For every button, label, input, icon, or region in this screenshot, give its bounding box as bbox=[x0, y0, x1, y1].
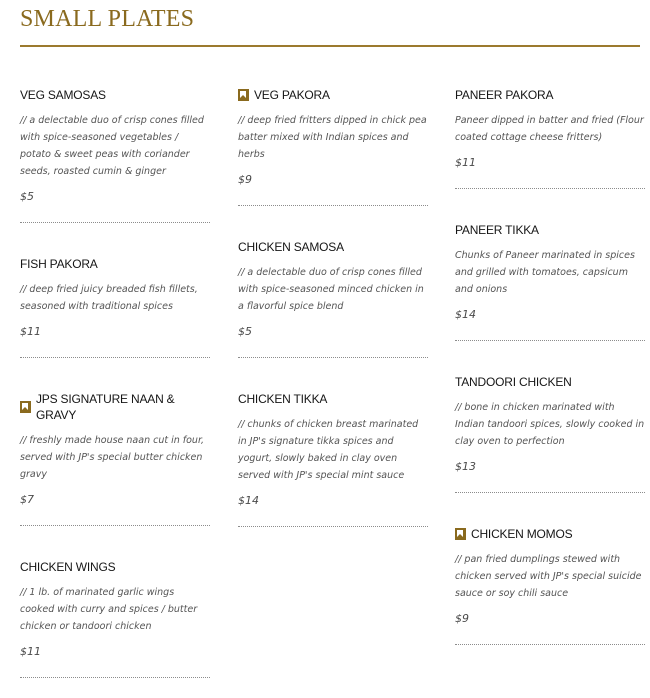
menu-item bbox=[455, 361, 645, 493]
menu-item-price: $13 bbox=[455, 460, 476, 473]
menu-item-name-text: PANEER PAKORA bbox=[455, 88, 554, 102]
menu-item-name-text: FISH PAKORA bbox=[20, 257, 98, 271]
menu-item bbox=[455, 74, 645, 189]
menu-item-price: $11 bbox=[455, 156, 476, 169]
section-title: SMALL PLATES bbox=[20, 6, 195, 32]
signature-badge-icon bbox=[455, 528, 466, 540]
menu-column-2 bbox=[238, 74, 428, 547]
menu-item bbox=[20, 74, 210, 223]
menu-item-description: // 1 lb. of marinated garlic wings cooked with curry and spices / butter chicken or tandoori chicken bbox=[20, 587, 198, 632]
title-divider bbox=[20, 45, 640, 47]
menu-item bbox=[20, 243, 210, 358]
menu-item bbox=[238, 74, 428, 206]
menu-item-price: $9 bbox=[238, 173, 252, 186]
menu-item-name bbox=[455, 526, 645, 542]
menu-item-name bbox=[238, 87, 428, 103]
signature-badge-icon bbox=[238, 89, 249, 101]
menu-item-name bbox=[20, 391, 210, 423]
menu-column-1 bbox=[20, 74, 210, 698]
menu-item-description: // bone in chicken marinated with Indian tandoori spices, slowly cooked in clay oven to perfection bbox=[455, 402, 645, 447]
menu-item-description: // pan fried dumplings stewed with chicken served with JP's special suicide sauce or soy chili sauce bbox=[455, 554, 642, 599]
menu-item-name bbox=[238, 391, 428, 407]
menu-item-name-text: CHICKEN SAMOSA bbox=[238, 240, 344, 254]
menu-item-price: $9 bbox=[455, 612, 469, 625]
menu-item-name bbox=[455, 374, 645, 390]
menu-item-name bbox=[238, 239, 428, 255]
menu-column-3 bbox=[455, 74, 645, 665]
menu-item-price: $5 bbox=[20, 190, 34, 203]
menu-item-description: // deep fried fritters dipped in chick pea batter mixed with Indian spices and herbs bbox=[238, 115, 427, 160]
menu-item-name-text: VEG PAKORA bbox=[254, 88, 330, 102]
menu-item-description: // freshly made house naan cut in four, served with JP's special butter chicken gravy bbox=[20, 435, 205, 480]
menu-item-description: // a delectable duo of crisp cones filled with spice-seasoned minced chicken in a flavorful spice blend bbox=[238, 267, 424, 312]
signature-badge-icon bbox=[20, 401, 31, 413]
menu-item-description: // chunks of chicken breast marinated in JP's signature tikka spices and yogurt, slowly baked in clay oven served with JP's special mint sauce bbox=[238, 419, 419, 481]
menu-item-name bbox=[455, 222, 645, 238]
menu-item-name bbox=[20, 87, 210, 103]
menu-item-description: Chunks of Paneer marinated in spices and grilled with tomatoes, capsicum and onions bbox=[455, 250, 635, 295]
menu-item-name-text: JPS SIGNATURE NAAN & GRAVY bbox=[36, 392, 175, 422]
menu-item-price: $11 bbox=[20, 645, 41, 658]
menu-item-name-text: CHICKEN TIKKA bbox=[238, 392, 328, 406]
menu-item-price: $7 bbox=[20, 493, 34, 506]
menu-item-description: // deep fried juicy breaded fish fillets, seasoned with traditional spices bbox=[20, 284, 198, 312]
menu-item-description: // a delectable duo of crisp cones filled with spice-seasoned vegetables / potato & sweet peas with coriander seeds, roasted cumin & ginger bbox=[20, 115, 204, 177]
menu-item-price: $11 bbox=[20, 325, 41, 338]
menu-item-name bbox=[20, 559, 210, 575]
menu-item bbox=[455, 209, 645, 341]
menu-item-name-text: PANEER TIKKA bbox=[455, 223, 539, 237]
menu-item-price: $14 bbox=[455, 308, 476, 321]
menu-item bbox=[20, 546, 210, 678]
menu-item-description: Paneer dipped in batter and fried (Flour coated cottage cheese fritters) bbox=[455, 115, 644, 143]
menu-item-name-text: VEG SAMOSAS bbox=[20, 88, 106, 102]
menu-item bbox=[238, 378, 428, 527]
menu-item-name-text: CHICKEN MOMOS bbox=[471, 527, 573, 541]
menu-item-name bbox=[20, 256, 210, 272]
menu-item bbox=[20, 378, 210, 526]
menu-item-name bbox=[455, 87, 645, 103]
menu-item-name-text: TANDOORI CHICKEN bbox=[455, 375, 572, 389]
menu-item bbox=[238, 226, 428, 358]
menu-item-price: $14 bbox=[238, 494, 259, 507]
menu-item-price: $5 bbox=[238, 325, 252, 338]
menu-item bbox=[455, 513, 645, 645]
menu-item-name-text: CHICKEN WINGS bbox=[20, 560, 116, 574]
